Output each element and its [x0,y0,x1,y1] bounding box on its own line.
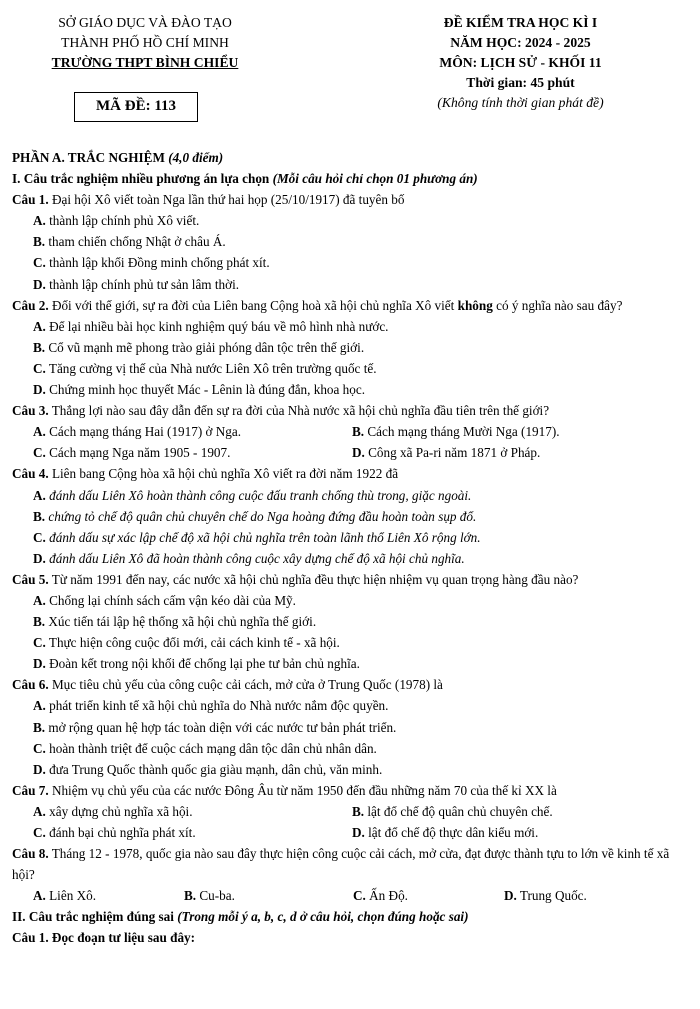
option-letter: A. [33,318,46,334]
option-text: mở rộng quan hệ hợp tác toàn diện với các nước tư bản phát triển. [45,719,397,735]
duration: Thời gian: 45 phút [466,75,575,90]
question-number: Câu 6. [12,677,49,693]
question-text: Đối với thế giới, sự ra đời của Liên bang Cộng hoà xã hội chủ nghĩa Xô viết [48,297,458,313]
option-text: Cách mạng tháng Hai (1917) ở Nga. [45,424,242,440]
option-letter: B. [184,888,197,904]
q4-option-d[interactable] [12,548,688,569]
option-letter: A. [33,803,46,819]
option-text: đánh dấu Liên Xô đã hoàn thành công cuộc xây dựng chế độ xã hội chủ nghĩa. [45,550,465,566]
option-text: Chống lại chính sách cấm vận kéo dài của Mỹ. [45,592,296,608]
option-text: Đoàn kết trong nội khối để chống lại phe tư bản chủ nghĩa. [45,656,360,672]
option-letter: D. [33,382,46,398]
option-letter: D. [352,825,365,840]
option-letter: B. [33,234,46,250]
duration-note: (Không tính thời gian phát đề) [437,95,604,110]
city-name: THÀNH PHỐ HỒ CHÍ MINH [61,35,229,50]
option-text: Ấn Độ. [365,888,408,904]
q4-option-c[interactable] [12,527,688,548]
question-4 [12,463,688,484]
q7-options-row-1 [12,801,688,822]
header-left [20,13,270,73]
school-name: TRƯỜNG THPT BÌNH CHIỂU [51,55,239,70]
q2-option-b[interactable] [12,337,688,358]
option-letter: B. [352,424,365,440]
q8-option-d[interactable] [504,885,655,906]
option-text: đánh dấu Liên Xô hoàn thành công cuộc đấu tranh chống thù trong, giặc ngoài. [45,487,472,503]
q4-option-a[interactable] [12,485,688,506]
option-letter: B. [33,339,46,355]
question-text: Đại hội Xô viết toàn Nga lần thứ hai họp (25/10/1917) đã tuyên bố [48,192,405,208]
q7-option-b[interactable] [352,801,671,822]
option-letter: D. [352,445,365,461]
option-letter: A. [33,698,46,714]
option-text: Thực hiện công cuộc đổi mới, cải cách kinh tế - xã hội. [45,635,340,651]
option-letter: B. [33,508,46,524]
option-letter: B. [33,614,46,630]
q6-option-b[interactable] [12,717,688,738]
q5-option-c[interactable] [12,632,688,653]
option-letter: C. [33,825,46,840]
option-letter: B. [33,719,46,735]
q4-option-b[interactable] [12,506,688,527]
option-text: đánh bại chủ nghĩa phát xít. [45,825,196,840]
option-letter: D. [504,888,517,904]
q3-option-d[interactable] [352,442,671,463]
q7-option-c[interactable] [33,822,352,843]
department-name: SỞ GIÁO DỤC VÀ ĐÀO TẠO [58,15,232,30]
section-ii-title: II. Câu trắc nghiệm đúng sai [12,909,178,925]
option-text: tham chiến chống Nhật ở châu Á. [45,234,226,250]
q8-options-row [12,885,688,906]
q2-option-d[interactable] [12,379,688,400]
option-letter: C. [33,740,46,756]
option-letter: D. [33,656,46,672]
option-letter: C. [33,635,46,651]
option-text: Xúc tiến tái lập hệ thống xã hội chủ nghĩa thế giới. [45,614,317,630]
option-text: xây dựng chủ nghĩa xã hội. [45,803,193,819]
q8-option-b[interactable] [184,885,353,906]
question-1 [12,189,688,210]
option-text: thành lập chính phủ Xô viết. [45,213,200,229]
q6-option-d[interactable] [12,759,688,780]
question-text: Thắng lợi nào sau đây dẫn đến sự ra đời của Nhà nước xã hội chủ nghĩa đầu tiên trên thế giới? [48,403,550,419]
option-text: chứng tỏ chế độ quân chủ chuyên chế do Nga hoàng đứng đầu hoàn toàn sụp đổ. [45,508,477,524]
exam-body [12,147,688,949]
option-text: Công xã Pa-ri năm 1871 ở Pháp. [364,445,541,461]
question-5 [12,569,688,590]
question-6 [12,674,688,695]
option-text: Chứng minh học thuyết Mác - Lênin là đúng đắn, khoa học. [45,382,366,398]
option-text: Cổ vũ mạnh mẽ phong trào giải phóng dân tộc trên thế giới. [45,339,365,355]
q7-option-a[interactable] [33,801,352,822]
option-text: Liên Xô. [45,888,97,904]
option-text: Tăng cường vị thế của Nhà nước Liên Xô trên trường quốc tế. [45,360,377,376]
q1-option-d[interactable] [12,274,688,295]
q6-option-c[interactable] [12,738,688,759]
q5-option-d[interactable] [12,653,688,674]
question-2 [12,295,688,316]
q2-option-a[interactable] [12,316,688,337]
q3-option-b[interactable] [352,421,671,442]
part-a-heading [12,147,688,168]
q3-option-c[interactable] [33,442,352,463]
question-text: Mục tiêu chủ yếu của công cuộc cải cách, mở cửa ở Trung Quốc (1978) là [48,677,443,693]
option-text: thành lập khối Đồng minh chống phát xít. [45,255,270,271]
option-letter: D. [33,761,46,777]
question-number: Câu 8. [12,846,49,862]
option-letter: A. [33,424,46,440]
q1-option-a[interactable] [12,210,688,231]
part-a-points: (4,0 điểm) [168,150,224,165]
q7-option-d[interactable] [352,822,671,843]
question-emphasis: không [457,297,493,313]
question-text: Từ năm 1991 đến nay, các nước xã hội chủ nghĩa đều thực hiện nhiệm vụ quan trọng hàng đầu nào? [48,571,579,587]
option-letter: A. [33,487,46,503]
question-8 [12,843,688,885]
question-text-end: có ý nghĩa nào sau đây? [492,297,623,313]
q5-option-a[interactable] [12,590,688,611]
q8-option-c[interactable] [353,885,504,906]
question-number: Câu 4. [12,466,49,482]
section-ii-heading [12,906,688,927]
question-number: Câu 7. [12,782,49,798]
question-text: Nhiệm vụ chủ yếu của các nước Đông Âu từ năm 1950 đến đầu những năm 70 của thế kỉ XX là [48,782,557,798]
option-text: Trung Quốc. [516,888,587,904]
section-ii-note: (Trong mỗi ý a, b, c, d ở câu hỏi, chọn đúng hoặc sai) [177,909,469,925]
q5-option-b[interactable] [12,611,688,632]
header-right [368,13,673,113]
exam-title: ĐỀ KIỂM TRA HỌC KÌ I [443,15,598,30]
section-i-title: I. Câu trắc nghiệm nhiều phương án lựa chọn [12,171,273,187]
option-letter: C. [33,445,46,461]
option-letter: A. [33,592,46,608]
section-i-heading [12,168,688,189]
part-a-title: PHẦN A. TRẮC NGHIỆM [12,150,169,165]
question-number: Câu 5. [12,571,49,587]
q1-option-b[interactable] [12,231,688,252]
option-text: hoàn thành triệt để cuộc cách mạng dân tộc dân chủ nhân dân. [45,740,377,756]
option-letter: C. [33,255,46,271]
q7-options-row-2 [12,822,688,843]
option-text: Để lại nhiều bài học kinh nghiệm quý báu về mô hình nhà nước. [45,318,389,334]
exam-code-box: MÃ ĐỀ: 113 [74,92,198,122]
option-text: đánh dấu sự xác lập chế độ xã hội chủ nghĩa trên toàn lãnh thổ Liên Xô rộng lớn. [45,529,481,545]
question-7 [12,780,688,801]
option-letter: D. [33,550,46,566]
option-letter: A. [33,888,46,904]
option-letter: C. [33,360,46,376]
q3-options-row-2 [12,442,688,463]
option-text: lật đổ chế độ quân chủ chuyên chế. [364,803,553,819]
question-text: Liên bang Cộng hòa xã hội chủ nghĩa Xô viết ra đời năm 1922 đã [48,466,399,482]
option-letter: B. [352,803,365,819]
q2-option-c[interactable] [12,358,688,379]
option-text: Cách mạng Nga năm 1905 - 1907. [45,445,231,461]
option-text: Cách mạng tháng Mười Nga (1917). [364,424,560,440]
question-3 [12,400,688,421]
q6-option-a[interactable] [12,695,688,716]
question-number: Câu 2. [12,297,49,313]
option-letter: A. [33,213,46,229]
q3-options-row-1 [12,421,688,442]
section-ii-question-1: Câu 1. Đọc đoạn tư liệu sau đây: [12,930,196,946]
question-number: Câu 1. [12,192,49,208]
option-letter: C. [353,888,366,904]
option-letter: D. [33,276,46,292]
question-text: Tháng 12 - 1978, quốc gia nào sau đây thực hiện công cuộc cải cách, mở cửa, đạt được thành tựu to lớn về kinh tế xã hội? [12,846,670,883]
school-year: NĂM HỌC: 2024 - 2025 [450,35,591,50]
question-number: Câu 3. [12,403,49,419]
option-text: lật đổ chế độ thực dân kiểu mới. [364,825,539,840]
option-letter: C. [33,529,46,545]
q8-option-a[interactable] [33,885,184,906]
q3-option-a[interactable] [33,421,352,442]
option-text: phát triển kinh tế xã hội chủ nghĩa do Nhà nước nắm độc quyền. [45,698,389,714]
subject: MÔN: LỊCH SỬ - KHỐI 11 [439,55,602,70]
section-i-note: (Mỗi câu hỏi chỉ chọn 01 phương án) [272,171,478,187]
option-text: Cu-ba. [196,888,235,904]
option-text: thành lập chính phủ tư sản lâm thời. [45,276,240,292]
option-text: đưa Trung Quốc thành quốc gia giàu mạnh, dân chủ, văn minh. [45,761,383,777]
q1-option-c[interactable] [12,252,688,273]
